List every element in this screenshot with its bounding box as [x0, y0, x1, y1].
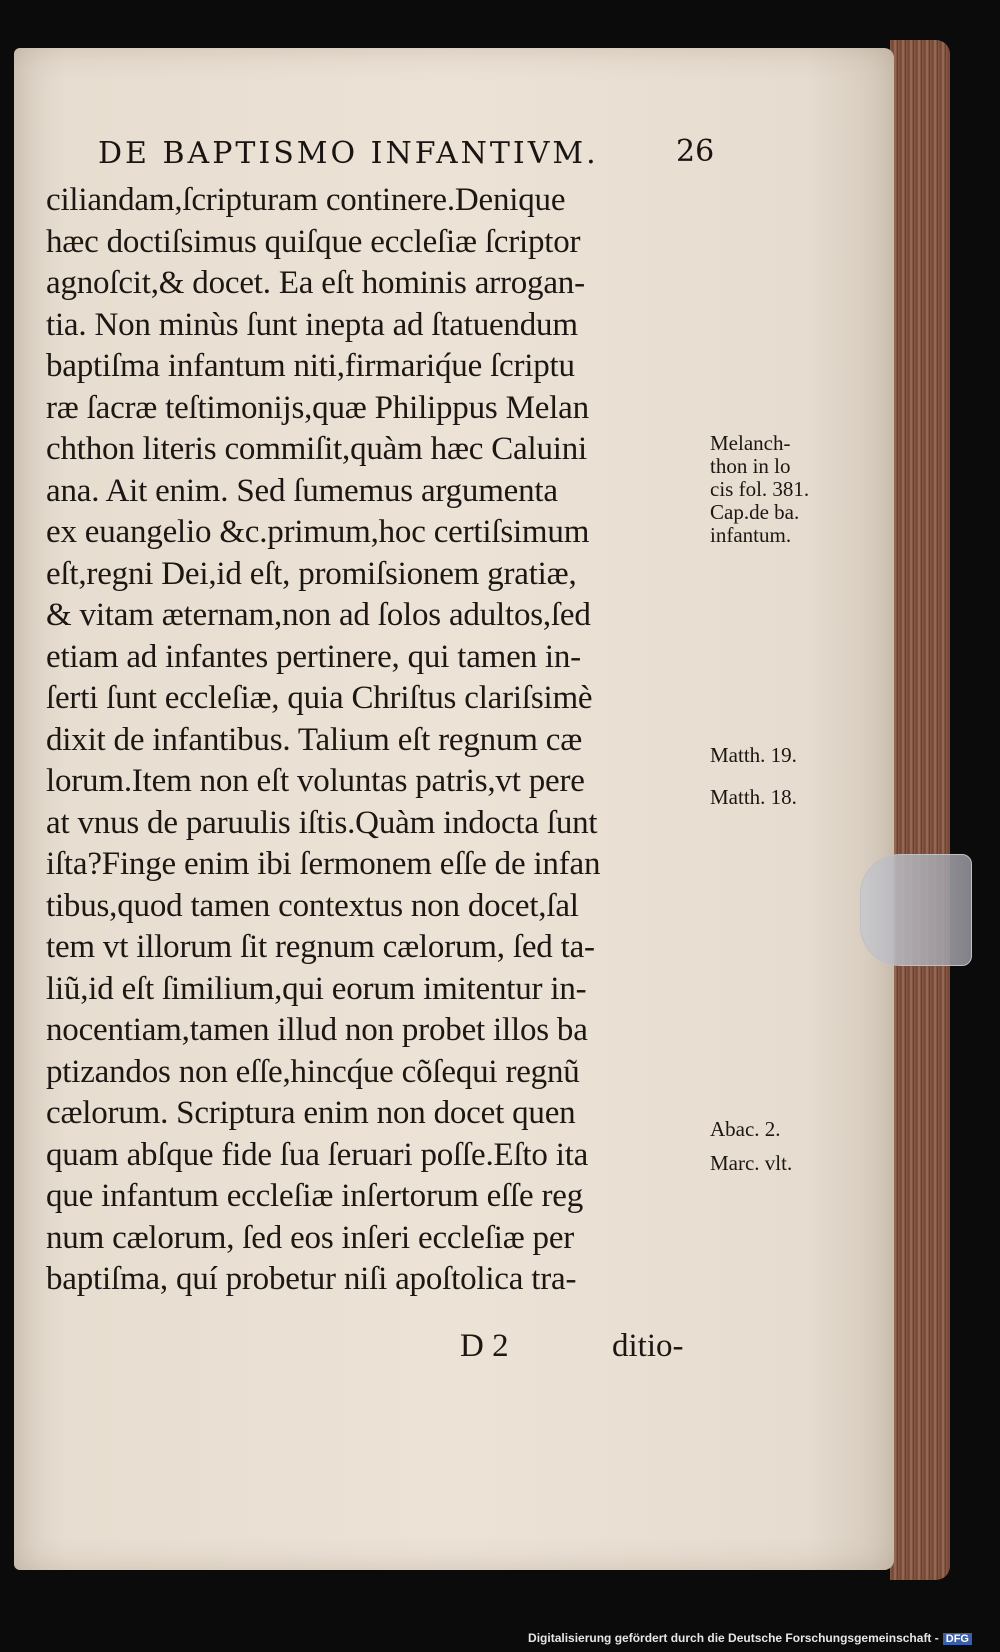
running-head: DE BAPTISMO INFANTIVM.: [98, 136, 599, 171]
marginal-note-matth-19: [710, 744, 860, 767]
text-line: ex euangelio &c.primum,hoc certiſsimum: [46, 514, 590, 550]
text-line: iſta?Finge enim ibi ſermonem eſſe de infan: [46, 846, 601, 882]
text-line: baptiſma, quí probetur niſi apoſtolica tra-: [46, 1261, 577, 1297]
digitization-credit: [528, 1631, 972, 1645]
text-line: ræ ſacræ teſtimonijs,quæ Philippus Melan: [46, 389, 589, 426]
text-line: num cælorum, ſed eos inſeri eccleſiæ per: [46, 1219, 575, 1256]
book-fore-edge: [890, 40, 950, 1580]
text-line: nocentiam,tamen illud non probet illos ba: [46, 1012, 588, 1048]
marginal-line: Abac. 2.: [710, 1117, 781, 1141]
marginal-line: Cap.de ba.: [710, 500, 800, 524]
text-line: ciliandam,ſcripturam continere.Denique: [46, 182, 566, 218]
marginal-line: Matth. 19.: [710, 743, 797, 767]
marginal-line: cis fol. 381.: [710, 477, 810, 501]
text-line: hæc doctiſsimus quiſque eccleſiæ ſcriptor: [46, 223, 581, 260]
text-line: & vitam æternam,non ad ſolos adultos,ſed: [46, 597, 591, 633]
text-line: etiam ad infantes pertinere, qui tamen in-: [46, 638, 581, 675]
body-text: [46, 180, 706, 1301]
text-line: ſerti ſunt eccleſiæ, quia Chriſtus clariſsimè: [46, 680, 593, 716]
catchword: ditio-: [612, 1328, 684, 1364]
text-line: quam abſque fide ſua ſeruari poſſe.Eſto ita: [46, 1136, 589, 1173]
text-line: tibus,quod tamen contextus non docet,ſal: [46, 887, 579, 924]
credit-text: Digitalisierung gefördert durch die Deutsche Forschungsgemeinschaft -: [528, 1631, 939, 1645]
signature-mark: D 2: [460, 1328, 509, 1364]
text-line: agnoſcit,& docet. Ea eſt hominis arrogan-: [46, 265, 585, 301]
text-line: tia. Non minùs ſunt inepta ad ſtatuendum: [46, 306, 578, 343]
text-line: lorum.Item non eſt voluntas patris,vt pere: [46, 763, 585, 799]
folio-number: 26: [676, 134, 715, 169]
marginal-line: Melanch-: [710, 431, 791, 455]
marginal-line: Marc. vlt.: [710, 1151, 793, 1175]
text-line: ptizandos non eſſe,hincq́ue cõſequi regnũ: [46, 1053, 580, 1090]
marginal-line: Matth. 18.: [710, 785, 797, 809]
marginal-note-melanchthon: [710, 432, 860, 547]
text-line: liũ,id eſt ſimilium,qui eorum imitentur in-: [46, 970, 587, 1007]
marginal-line: thon in lo: [710, 454, 791, 478]
marginal-note-abac-2: [710, 1118, 860, 1141]
text-line: at vnus de paruulis iſtis.Quàm indocta ſunt: [46, 804, 598, 841]
text-line: que infantum eccleſiæ inſertorum eſſe reg: [46, 1178, 584, 1214]
page-clip: [860, 854, 972, 966]
text-line: tem vt illorum ſit regnum cælorum, ſed ta-: [46, 929, 595, 965]
text-line: ana. Ait enim. Sed ſumemus argumenta: [46, 472, 558, 509]
text-line: cælorum. Scriptura enim non docet quen: [46, 1095, 576, 1131]
text-line: dixit de infantibus. Talium eſt regnum cæ: [46, 721, 583, 758]
marginal-note-matth-18: [710, 786, 860, 809]
marginal-note-marc-vlt: [710, 1152, 860, 1175]
text-line: eſt,regni Dei,id eſt, promiſsionem gratiæ,: [46, 555, 577, 592]
text-line: baptiſma infantum niti,firmariq́ue ſcriptu: [46, 348, 575, 384]
marginal-line: infantum.: [710, 523, 792, 547]
dfg-logo: DFG: [943, 1633, 972, 1645]
text-line: chthon literis commiſit,quàm hæc Caluini: [46, 431, 588, 467]
